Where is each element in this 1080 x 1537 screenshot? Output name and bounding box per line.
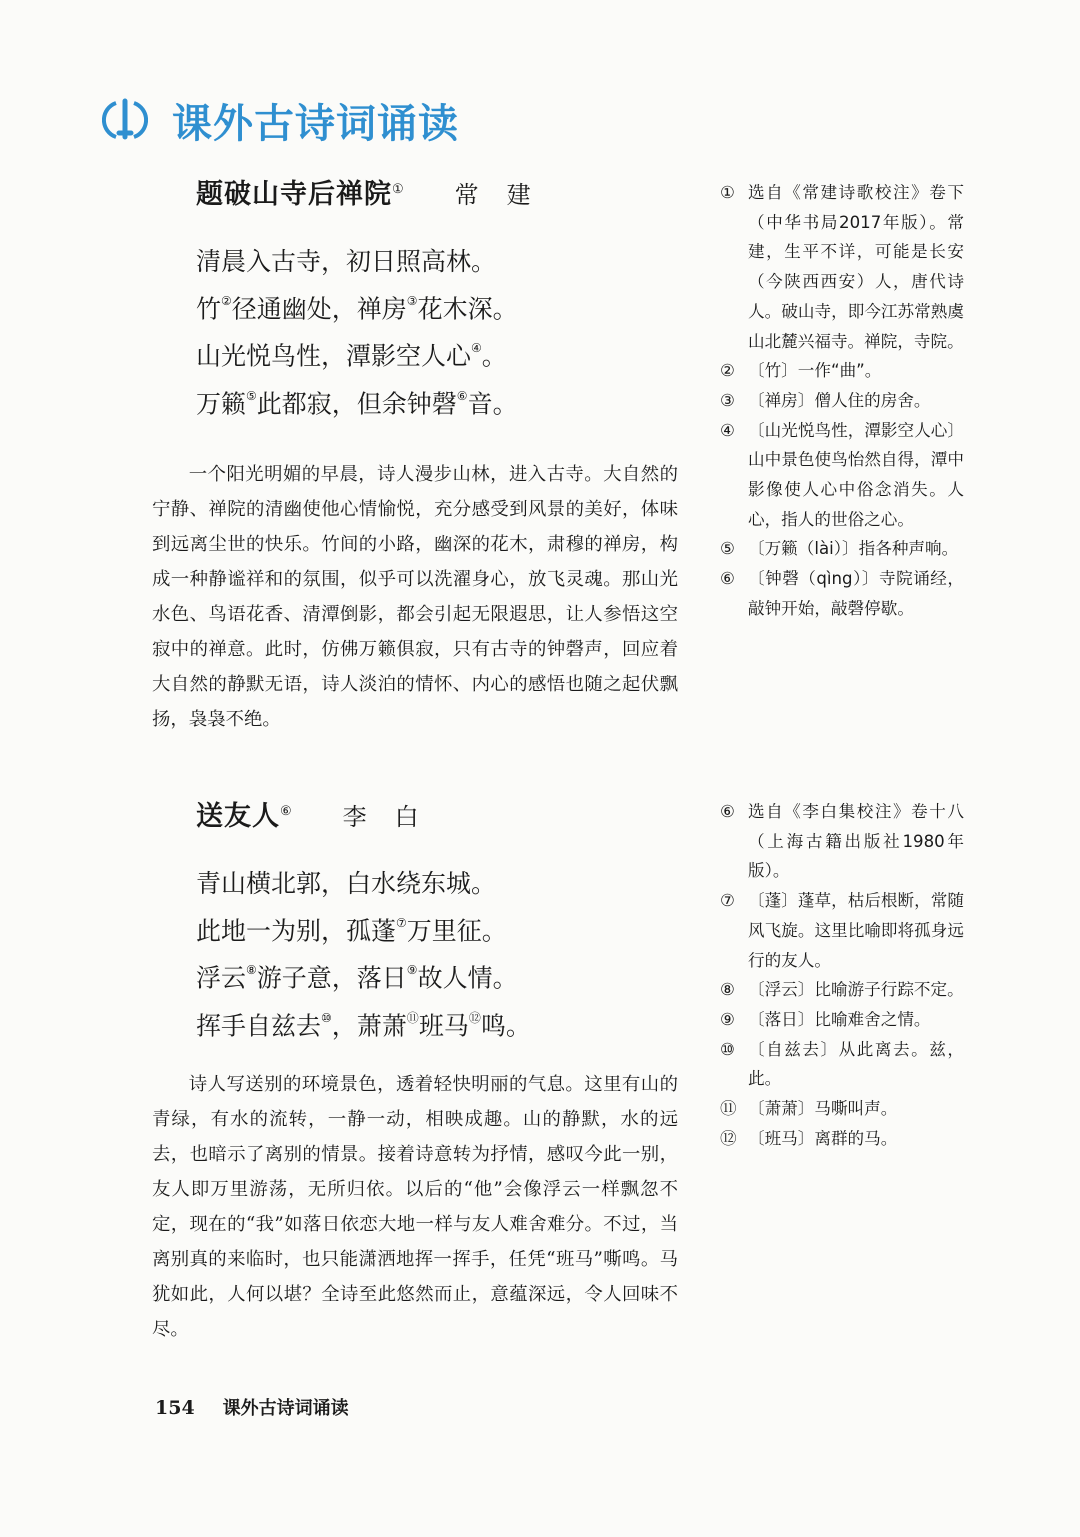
poem-2-lines bbox=[196, 863, 676, 1047]
footnote-text: 〔浮云〕比喻游子行踪不定。 bbox=[748, 980, 964, 1000]
section-header bbox=[102, 92, 459, 148]
footnote-number: ⑦ bbox=[720, 891, 735, 911]
poem-line-text: 山光悦鸟性，潭影空人心 bbox=[196, 341, 472, 371]
footnote-text: 〔山光悦鸟性，潭影空人心〕山中景色使鸟怡然自得，潭中影像使人心中俗念消失。人心，指人的世俗之心。 bbox=[748, 420, 964, 529]
footnote bbox=[720, 886, 964, 975]
poem-line-text: 浮云 bbox=[196, 963, 247, 993]
footnote bbox=[720, 178, 964, 356]
poem-1-commentary: 一个阳光明媚的早晨，诗人漫步山林，进入古寺。大自然的宁静、禅院的清幽使他心情愉悦，充分感受到风景的美好，体味到远离尘世的快乐。竹间的小路，幽深的花木，肃穆的禅房，构成一种静谧祥和的氛围，似乎可以洗濯身心，放飞灵魂。那山光水色、鸟语花香、清潭倒影，都会引起无限遐思，让人参悟这空寂中的禅意。此时，仿佛万籁俱寂，只有古寺的钟磬声，回应着大自然的静默无语，诗人淡泊的情怀、内心的感悟也随之起伏飘扬，袅袅不绝。 bbox=[152, 464, 678, 730]
poem-2 bbox=[196, 794, 676, 1047]
footnote-text: 选自《李白集校注》卷十八（上海古籍出版社1980年版）。 bbox=[748, 802, 964, 881]
footnote-mark: ④ bbox=[471, 341, 482, 356]
footnote bbox=[720, 1124, 964, 1154]
section-logo-icon bbox=[102, 97, 148, 143]
footnote-mark: ⑪ bbox=[406, 1010, 419, 1025]
poem-line-text: 花木深。 bbox=[417, 294, 518, 324]
footnote-number: ⑪ bbox=[720, 1099, 737, 1119]
poem-1 bbox=[196, 172, 676, 425]
poem-2-title-text: 送友人 bbox=[196, 801, 280, 832]
poem-line-text: 挥手自兹去 bbox=[196, 1010, 322, 1040]
poem-2-heading bbox=[196, 794, 676, 833]
poem-1-heading bbox=[196, 172, 676, 211]
footer-title: 课外古诗词诵读 bbox=[222, 1398, 349, 1419]
footnote-mark: ⑦ bbox=[396, 916, 407, 930]
footnote-text: 〔竹〕一作“曲”。 bbox=[748, 361, 882, 381]
poem-line-text: 万籁 bbox=[196, 388, 247, 418]
footnote bbox=[720, 1094, 964, 1124]
poem-2-title-note-mark: ⑥ bbox=[280, 804, 293, 819]
footnote bbox=[720, 1035, 964, 1094]
footnote bbox=[720, 1005, 964, 1035]
footnote-number: ⑥ bbox=[720, 569, 735, 589]
poem-1-author: 常建 bbox=[454, 181, 559, 209]
footnote bbox=[720, 386, 964, 416]
footnote bbox=[720, 797, 964, 886]
footnote-number: ⑩ bbox=[720, 1039, 735, 1059]
poem-line bbox=[196, 952, 676, 999]
footnote-number: ③ bbox=[720, 390, 735, 410]
poem-2-notes bbox=[720, 797, 964, 1153]
poem-1-title bbox=[196, 172, 405, 211]
footnote-mark: ⑩ bbox=[321, 1010, 332, 1025]
footnote-mark: ③ bbox=[406, 294, 418, 308]
footnote bbox=[720, 356, 964, 386]
poem-line-text: 竹 bbox=[196, 294, 222, 324]
poem-line-text: 音。 bbox=[467, 388, 518, 418]
poem-2-author: 李白 bbox=[342, 803, 447, 831]
poem-2-title bbox=[196, 794, 293, 833]
footnote-mark: ⑧ bbox=[246, 963, 257, 978]
poem-1-lines bbox=[196, 241, 676, 425]
footnote-mark: ⑤ bbox=[246, 388, 257, 403]
poem-line bbox=[196, 330, 676, 377]
footnote-text: 〔落日〕比喻难舍之情。 bbox=[748, 1009, 931, 1029]
footnote-mark: ⑫ bbox=[468, 1010, 481, 1025]
footnote-mark: ⑨ bbox=[406, 963, 418, 978]
poem-line-text: ，萧萧 bbox=[331, 1010, 407, 1040]
poem-line bbox=[196, 863, 676, 905]
footnote-text: 〔禅房〕僧人住的房舍。 bbox=[748, 390, 931, 410]
poem-1-title-note-mark: ① bbox=[392, 182, 405, 197]
poem-line bbox=[196, 378, 676, 425]
poem-line bbox=[196, 283, 676, 330]
footnote bbox=[720, 416, 964, 535]
poem-line bbox=[196, 905, 676, 952]
footnote-number: ⑤ bbox=[720, 539, 735, 559]
footnote-text: 〔蓬〕蓬草，枯后根断，常随风飞旋。这里比喻即将孤身远行的友人。 bbox=[748, 891, 964, 970]
footnote bbox=[720, 534, 964, 564]
footnote-text: 〔钟磬（qìng）〕寺院诵经，敲钟开始，敲磬停歇。 bbox=[748, 569, 964, 618]
poem-2-commentary: 诗人写送别的环境景色，透着轻快明丽的气息。这里有山的青绿，有水的流转，一静一动，相映成趣。山的静默，水的远去，也暗示了离别的情景。接着诗意转为抒情，感叹今此一别，友人即万里游荡，无所归依。以后的“他”会像浮云一样飘忽不定，现在的“我”如落日依恋大地一样与友人难舍难分。不过，当离别真的来临时，也只能潇洒地挥一挥手，任凭“班马”嘶鸣。马犹如此，人何以堪？全诗至此悠然而止，意蕴深远，令人回味不尽。 bbox=[152, 1074, 678, 1340]
page-number: 154 bbox=[155, 1397, 195, 1419]
poem-line bbox=[196, 1000, 676, 1047]
poem-1-notes bbox=[720, 178, 964, 624]
poem-line-text: 游子意，落日 bbox=[256, 963, 407, 993]
poem-1-title-text: 题破山寺后禅院 bbox=[196, 179, 392, 210]
footnote bbox=[720, 975, 964, 1005]
footnote-number: ⑨ bbox=[720, 1009, 735, 1029]
poem-line-text: 万里征。 bbox=[406, 916, 507, 946]
poem-line-text: 此地一为别，孤蓬 bbox=[196, 916, 397, 946]
footnote-number: ⑧ bbox=[720, 980, 735, 1000]
page-footer bbox=[155, 1394, 349, 1420]
footnote-number: ④ bbox=[720, 420, 735, 440]
footnote-text: 〔萧萧〕马嘶叫声。 bbox=[748, 1099, 898, 1119]
footnote-number: ② bbox=[720, 361, 735, 381]
poem-line-text: 径通幽处，禅房 bbox=[231, 294, 407, 324]
poem-line-text: 班马 bbox=[418, 1010, 469, 1040]
footnote-text: 〔万籁（lài）〕指各种声响。 bbox=[748, 539, 959, 559]
footnote-mark: ⑥ bbox=[456, 388, 468, 403]
footnote-number: ⑫ bbox=[720, 1128, 737, 1148]
poem-line-text: 此都寂，但余钟磬 bbox=[256, 388, 457, 418]
poem-line-text: 故人情。 bbox=[417, 963, 518, 993]
footnote bbox=[720, 564, 964, 623]
poem-line-text: 鸣。 bbox=[480, 1010, 531, 1040]
poem-line-text: 青山横北郭，白水绕东城。 bbox=[196, 869, 497, 898]
poem-line bbox=[196, 241, 676, 283]
poem-line-text: 清晨入古寺，初日照高林。 bbox=[196, 247, 497, 276]
footnote-text: 〔自兹去〕从此离去。兹，此。 bbox=[748, 1039, 964, 1089]
footnote-mark: ② bbox=[221, 294, 232, 308]
footnote-text: 〔班马〕离群的马。 bbox=[748, 1128, 898, 1148]
poem-line-text: 。 bbox=[481, 341, 507, 371]
footnote-number: ① bbox=[720, 183, 735, 202]
footnote-number: ⑥ bbox=[720, 802, 735, 821]
footnote-text: 选自《常建诗歌校注》卷下（中华书局2017年版）。常建，生平不详，可能是长安（今陕西西安）人，唐代诗人。破山寺，即今江苏常熟虞山北麓兴福寺。禅院，寺院。 bbox=[748, 183, 964, 351]
section-title: 课外古诗词诵读 bbox=[172, 100, 459, 147]
